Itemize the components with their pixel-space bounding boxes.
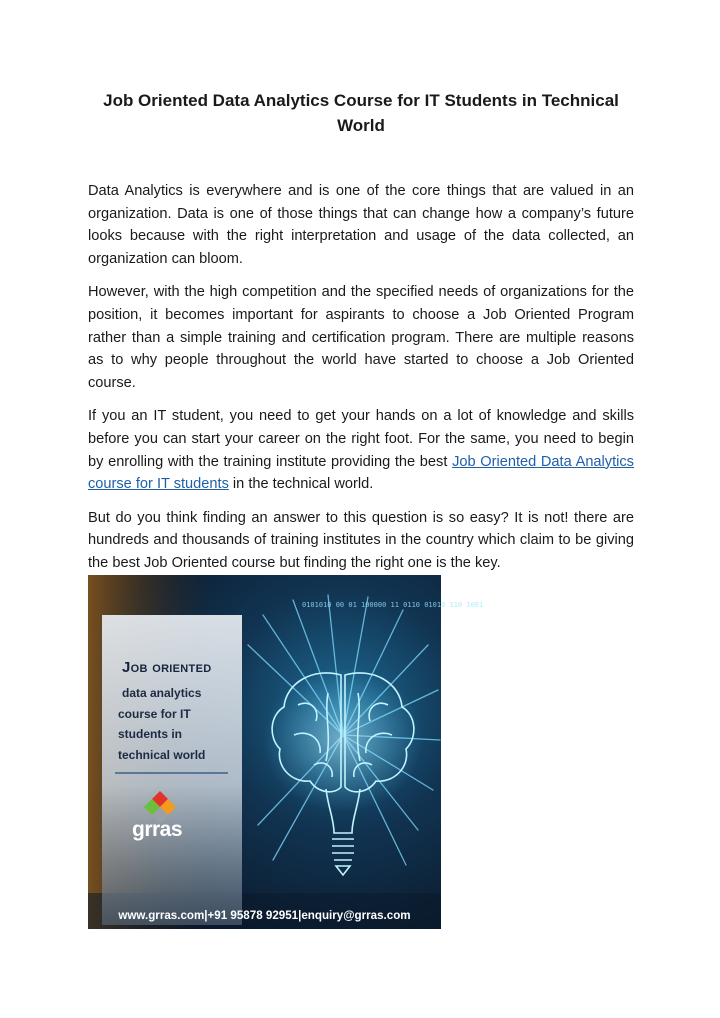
banner-subtitle-line: students in: [118, 727, 183, 741]
banner-subtitle: [118, 683, 238, 765]
paragraph-2: However, with the high competition and the specified needs of organizations for the position, it becomes important for aspirants to choose a Job Oriented Program rather than a simple training and certification program. There are multiple reasons as to why people throughout the world have started to choose a Job Oriented course.: [88, 284, 634, 391]
paragraph-4: But do you think finding an answer to this question is so easy? It is not! there are hundreds and thousands of training institutes in the country which claim to be giving the best Job Oriented course but finding the right one is the key.: [88, 509, 634, 571]
course-link[interactable]: Job Oriented Data Analytics course for IT students: [88, 453, 634, 493]
paragraph-1: Data Analytics is everywhere and is one of the core things that are valued in an organization. Data is one of those things that can change how a company’s future looks because with the right interpretation and usage of the data collected, an organization can bloom.: [88, 183, 634, 267]
banner-subtitle-line: course for IT: [118, 706, 191, 721]
banner-headline: Job oriented: [122, 659, 212, 676]
paragraph-3-text-after: in the technical world.: [228, 476, 374, 493]
document-body: [88, 180, 634, 586]
brand-name: grras: [132, 818, 183, 841]
binary-text: 0101010 00 01 100000 11 0110 01010 110 1001: [302, 601, 484, 609]
paragraph-3-text-before: If you an IT student, you need to get your hands on a lot of knowledge and skills before you can start your career on the right foot. For the same, you need to begin by enrolling with the training institute providing the best: [88, 408, 634, 470]
banner-subtitle-line: technical world: [118, 747, 206, 762]
banner-contact-info: www.grras.com|+91 95878 92951|enquiry@grras.com: [118, 909, 411, 922]
paragraph-3: [88, 405, 634, 495]
banner-subtitle-line: data analytics: [122, 686, 202, 700]
document-title: Job Oriented Data Analytics Course for IT Students in Technical World: [103, 91, 619, 135]
